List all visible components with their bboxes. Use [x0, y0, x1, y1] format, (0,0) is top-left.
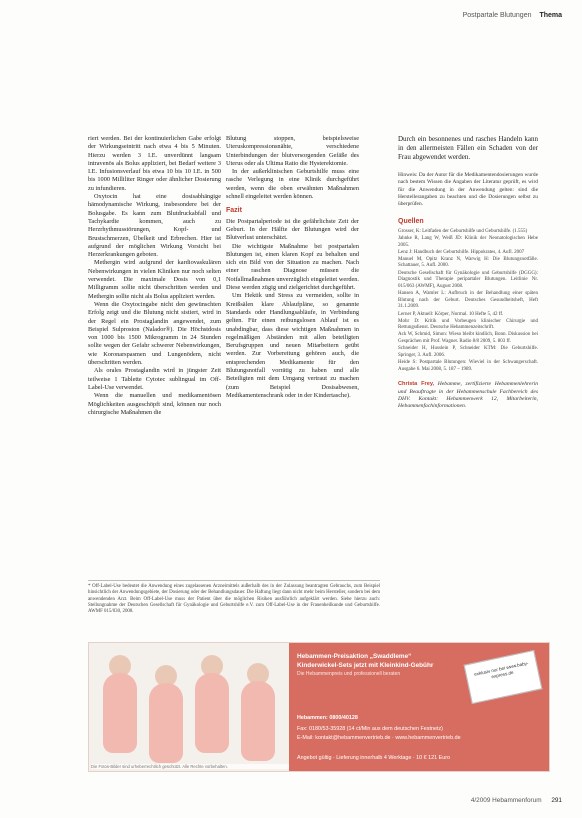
reference-item: Manuel M, Opitz Kranz N, Warwig H: Die Blutungsnotfälle. Schattauer, 5. Aufl. 2000. [398, 256, 538, 269]
reference-item: Deutsche Gesellschaft für Gynäkologie und Geburtshilfe (DGGG): Diagnostik und Therapie peripartaler Blutungen. Leitlinie Nr. 015/063 (AWMF), August 2008. [398, 270, 538, 289]
advertisement[interactable] [88, 642, 550, 772]
paragraph: Blutung stoppen, beispielsweise Uteruskompressionsnähte, verschiedene Unterbindungen der blutversorgenden Gefäße des Uterus oder als Ultima Ratio die Hysterektomie. [226, 135, 359, 167]
paragraph: Wenn die manuellen und medikamentösen Möglichkeiten ausgeschöpft sind, können nur noch chirurgische Maßnahmen die [88, 392, 221, 416]
reference-item: Lerner P, Aktuell: Körper, Normal. 10 Hefte 5, 42 ff. [398, 311, 504, 317]
column-1 [88, 135, 221, 417]
ad-photo [89, 643, 289, 771]
section-title: Postpartale Blutungen [462, 12, 532, 19]
column-2 [226, 135, 359, 400]
ad-contact[interactable]: E-Mail: kontakt@hebammenvertrieb.de · www.hebammenvertrieb.de [297, 735, 461, 741]
paragraph: Wenn die Oxytocingabe nicht den gewünschten Erfolg zeigt und die Blutung nicht sistiert, wird in der Regel ein Prostaglandin angewendet, zum Beispiel Sulproston (Nalador®). Die Höchstdosis von 1000 bis 1500 Mikrogramm in 24 Stunden sollte wegen der Gefahr schwerer Nebenwirkungen, wie Koronarspasmen und Lungenödem, nicht überschritten werden. [88, 300, 221, 367]
ad-offer: Angebot gültig · Lieferung innerhalb 4 Werktage · 10 € 121 Euro [297, 755, 451, 761]
ad-text-panel [289, 643, 549, 771]
page-footer [471, 797, 562, 804]
baby-illustration [103, 655, 137, 755]
paragraph: Als orales Prostaglandin wird in jüngster Zeit teilweise 1 Tablette Cytotec sublingual im Off-Label-Use verwendet. [88, 367, 221, 391]
ad-subtitle: Kinderwickel-Sets jetzt mit Kleinkind-Gebühr [297, 662, 434, 669]
reference-item: Heide S: Postpartale Blutungen: Wieviel in der Schwangerschaft. Ausgabe 6. Mai 2008, 5. 187 – 1989. [398, 360, 538, 372]
fazit-heading: Fazit [226, 207, 242, 215]
reference-item: Jahnke R, Lang W, Weiß JD: Klinik der Neonatologischen Hebe 2005. [398, 235, 538, 248]
paragraph: Methergin wird aufgrund der kardiovaskulären Nebenwirkungen in vielen Kliniken nur noch selten verwendet. Die maximale Dosis von 0,1 Milligramm sollte nicht überschritten werden und Methergin sollte nicht als Bolus appliziert werden. [88, 259, 221, 300]
author-bio: Hebamme, zertifizierte Hebammenlehrerin und Beauftragte in der Hebammenschule Fachbereich des DHV. Kontakt: Hebammenwerk 12, Mitarbeiterin, Hebammenfachinformationen. [398, 381, 538, 410]
paragraph: Die wichtigste Maßnahme bei postpartalen Blutungen ist, einen klaren Kopf zu behalten und sich ein Bild von der Situation zu machen. Nach einer raschen Diagnose müssen die Notfallmaßnahmen unverzüglich eingeleitet werden. Diese werden zügig und zielgerichtet durchgeführt. [226, 242, 359, 292]
ad-title: Hebammen-Preisaktion „Swaddleme“ [297, 653, 412, 660]
page-number: 291 [551, 797, 562, 804]
baby-illustration [195, 655, 229, 755]
reference-item: Schneider H, Husslein P, Schneider KTM: Die Geburtshilfe. Springer, 3. Aufl. 2006. [398, 346, 538, 358]
references-list [398, 229, 538, 374]
running-header [463, 12, 562, 19]
issue-label: 4/2009 Hebammenforum [470, 797, 542, 804]
paragraph: Um Hektik und Stress zu vermeiden, sollte in Kreißsälen klare Ablaufpläne, so genannte Standards oder Handlungsabläufe, in Verbindung gelten. Für einen reibungslosen Ablauf ist es unabdingbar, dass diese wichtigen Maßnahmen in regelmäßigen Abständen mit allen beteiligten Berufsgruppen und neuen Mitarbeitern geübt werden. Zur Vorbereitung gehören auch, die entsprechenden Medikamente für den Blutungsnotfall vorrätig zu haben und alle Beteiligten mit dem Umgang vertraut zu machen (zum Beispiel Dosisabwesen, Medikamentenschrank oder in der Kindertasche). [226, 292, 359, 399]
paragraph: In der außerklinischen Geburtshilfe muss eine rasche Verlegung in eine Klinik durchgeführt werden, wenn die oben erwähnten Maßnahmen schnell eingeleitet werden können. [226, 168, 359, 201]
baby-illustration [149, 665, 183, 765]
reference-item: Ack W, Schmid, Simon: Wieso bleibt kindlich, Bonn. Diskussion bei Gesprächen mit Prof. Wagner. Radio 8/8 2009, 5. 803 ff. [398, 332, 538, 345]
paragraph: Die Postpartalperiode ist die gefährlichste Zeit der Geburt. In der Hälfte der Blutungen wird der Blutverlust unterschätzt. [226, 217, 359, 242]
ad-photo-caption: Die Fotos-Bilder sind urheberrechtlich geschützt. Alle Rechte vorbehalten. [91, 764, 291, 769]
author-name: Christa Frey, [398, 381, 435, 388]
section-tag: Thema [539, 12, 562, 19]
references-heading: Quellen [398, 218, 424, 226]
reference-item: Mohr D: Kritik und Vorbeugen klinischer Chirurgie und Rettungsdienst. Deutsche Hebammenzeitschrift. [398, 318, 538, 331]
column-3 [398, 135, 538, 410]
footnote: * Off-Label-Use bedeutet die Anwendung eines zugelassenen Arzneimittels außerhalb des in der Zulassung beantragten Gebrauchs, zum Beispiel hinsichtlich der Anwendungsgebiete, der Dosierung oder der Behandlungsdauer. Die Haftung liegt dann nicht mehr beim Hersteller, sondern bei dem anwendenden Arzt. Beim Off-Label-Use muss der Patient über die möglichen Risiken ausführlich aufgeklärt werden. Siehe hierzu auch: Stellungnahme der Deutschen Gesellschaft für Gynäkologie und Geburtshilfe e.V. zum Off-Label-Use in der Frauenheilkunde und Geburtshilfe. AWMF 015/030, 2008. [88, 580, 380, 615]
ad-tagline: Die Hebammenpreis und professionell beraten [297, 671, 401, 677]
baby-illustration [241, 663, 275, 763]
reference-item: Hansen A, Wamler L: Aufbruch in der Behandlung einer späten Blutung nach der Geburt. Deutsches Gesundheitsheft, Heft 31.1.2009. [398, 291, 538, 310]
closing-paragraph: Durch ein besonnenes und rasches Handeln kann in den allermeisten Fällen ein Schaden von der Frau abgewendet werden. [398, 135, 538, 161]
author-box [398, 381, 538, 410]
reference-item: Grosser, K: Leitfaden der Geburtshilfe und Geburtshilfe. (1.555) [398, 228, 528, 234]
dosage-note: Hinweis: Da der Autor für die Medikamentendosierungen wurde nach bestem Wissen die Angaben der Literatur geprüft, es wird für die Anwendung in der Anwendung gelten: sind die Herstellerangaben zu beachten und die Dosierungen selbst zu überprüfen. [398, 172, 538, 208]
ad-phone[interactable]: Hebammen: 0800/40128 [297, 715, 358, 721]
ad-fax: Fax: 0180/53-35928 (14 ct/Min aus dem deutschen Festnetz) [297, 726, 443, 732]
paragraph: Oxytocin hat eine dosisabhängige hämodynamische Wirkung, insbesondere bei der Bolusgabe. Es kann zum Blutdruckabfall und Tachykardie kommen, auch zu Herzrhythmusstörungen, Kopf- und Brustschmerzen, Übelkeit und Erbrechen. Hier ist aufgrund der möglichen Wirkung Vorsicht bei Herzerkrankungen geboten. [88, 193, 221, 259]
ad-stamp: exklusiv nur bei www.baby-express.de [464, 650, 543, 704]
paragraph: riert werden. Bei der kontinuierlichen Gabe erfolgt der Wirkungseintritt nach etwa 4 bis 5 Minuten. Hierzu werden 3 I.E. unverdünnt langsam intravenös als Bolus appliziert, bei Bedarf weitere 3 I.E. Infusionsverlauf bis etwa 10 bis 10 I.E. in 500 bis 1000 Milliliter Ringer oder ähnlicher Dosierung zu infundieren. [88, 135, 221, 192]
reference-item: Lenz J: Handbuch der Geburtshilfe. Hippokrates, 4. Aufl. 2007 [398, 249, 525, 255]
